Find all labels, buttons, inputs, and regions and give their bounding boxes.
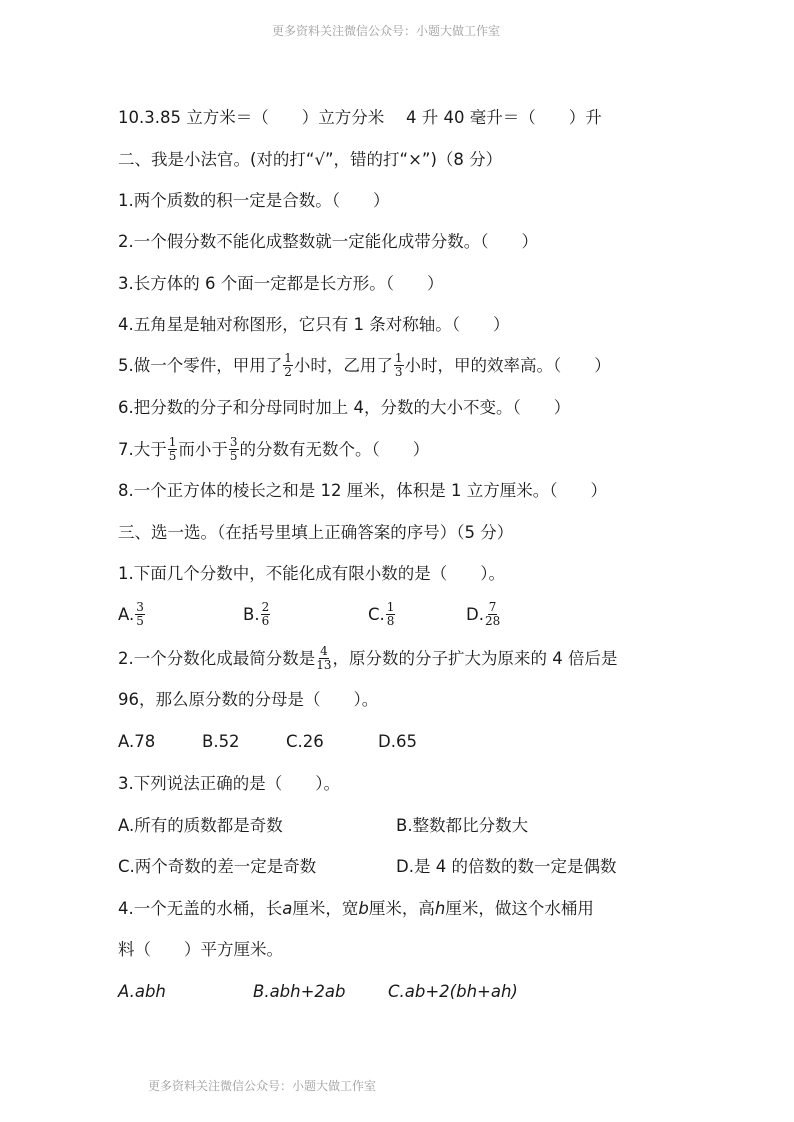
q1-option-d <box>466 601 501 628</box>
fraction-numerator: 1 <box>168 435 177 449</box>
variable-a: a <box>282 899 293 918</box>
section-3-question-4-line-2: 料（ ）平方厘米。 <box>118 940 283 959</box>
item-7-text-a: 7.大于 <box>118 439 167 459</box>
section-3-question-4 <box>118 897 594 921</box>
section-2-item-7 <box>118 436 429 463</box>
watermark-top: 更多资料关注微信公众号：小题大做工作室 <box>272 24 501 38</box>
fraction-numerator: 7 <box>488 600 497 614</box>
fraction-denominator: 13 <box>316 658 332 672</box>
fraction-numerator: 1 <box>386 600 395 614</box>
fraction-numerator: 2 <box>261 600 270 614</box>
q4-text-3: 厘米，高 <box>368 899 435 918</box>
option-label: D. <box>466 604 484 624</box>
q4-text-2: 厘米，宽 <box>292 899 359 918</box>
q3-options-row-1 <box>118 814 528 838</box>
q3-options-row-2 <box>118 855 616 879</box>
section-3-question-2-line-2: 96，那么原分数的分母是（ ）。 <box>118 690 379 709</box>
fraction-one-half <box>283 352 293 379</box>
section-3-question-2 <box>118 645 618 672</box>
item-7-text-c: 的分数有无数个。（ ） <box>239 439 430 459</box>
q4-option-b: B.abh+2ab <box>253 982 346 1001</box>
fraction-denominator: 3 <box>394 365 403 379</box>
q4-option-c: C.ab+2(bh+ah) <box>388 982 518 1001</box>
q2-text-a: 2.一个分数化成最简分数是 <box>118 648 316 668</box>
section-3-heading: 三、选一选。（在括号里填上正确答案的序号）（5 分） <box>118 523 514 542</box>
fraction-denominator: 6 <box>261 614 270 628</box>
section-3-question-1: 1.下面几个分数中，不能化成有限小数的是（ ）。 <box>118 564 505 583</box>
option-label: B. <box>243 604 260 624</box>
fraction-denominator: 2 <box>284 365 292 379</box>
item-5-text-b: 小时，乙用了 <box>293 355 393 375</box>
fraction-denominator: 5 <box>168 449 177 463</box>
fraction-numerator: 3 <box>229 435 238 449</box>
fraction-four-thirteenths <box>316 645 331 672</box>
q2-option-b: B.52 <box>202 732 240 751</box>
fraction-denominator: 8 <box>386 614 395 628</box>
section-2-item-2: 2.一个假分数不能化成整数就一定能化成带分数。（ ） <box>118 232 538 251</box>
q3-option-c: C.两个奇数的差一定是奇数 <box>118 857 317 876</box>
section-2-item-6: 6.把分数的分子和分母同时加上 4，分数的大小不变。（ ） <box>118 398 571 417</box>
item-5-text-c: 小时，甲的效率高。（ ） <box>404 355 611 375</box>
option-fraction <box>135 601 145 628</box>
q2-options <box>118 730 417 754</box>
fraction-one-third <box>394 352 404 379</box>
section-2-item-4: 4.五角星是轴对称图形，它只有 1 条对称轴。（ ） <box>118 315 510 334</box>
q1-option-c <box>368 601 466 628</box>
item-5-text-a: 5.做一个零件，甲用了 <box>118 355 283 375</box>
q1-options <box>118 601 501 628</box>
fraction-numerator: 4 <box>320 644 328 658</box>
variable-b: b <box>358 899 369 918</box>
fraction-one-fifth <box>168 436 178 463</box>
variable-h: h <box>434 899 446 918</box>
fraction-numerator: 3 <box>136 600 144 614</box>
option-fraction <box>386 601 396 628</box>
section-2-item-5 <box>118 352 611 379</box>
section-3-question-3: 3.下列说法正确的是（ ）。 <box>118 774 340 793</box>
q2-option-c: C.26 <box>286 732 324 751</box>
fraction-numerator: 1 <box>394 351 403 365</box>
option-label: C. <box>368 604 385 624</box>
option-label: A. <box>118 604 135 624</box>
q2-text-b: ，原分数的分子扩大为原来的 4 倍后是 <box>332 648 618 668</box>
fraction-denominator: 28 <box>484 614 501 628</box>
q4-text-4: 厘米，做这个水桶用 <box>445 899 594 918</box>
q1-option-b <box>243 601 368 628</box>
item-7-text-b: 而小于 <box>178 439 228 459</box>
option-fraction <box>261 601 271 628</box>
q4-option-a: A.abh <box>118 982 166 1001</box>
fraction-three-fifths <box>229 436 239 463</box>
section-2-item-3: 3.长方体的 6 个面一定都是长方形。（ ） <box>118 274 444 293</box>
fraction-denominator: 5 <box>229 449 238 463</box>
option-fraction <box>485 601 500 628</box>
fraction-denominator: 5 <box>136 614 144 628</box>
question-10: 10.3.85 立方米＝（ ）立方分米 4 升 40 毫升＝（ ）升 <box>118 108 602 127</box>
q4-text-1: 4.一个无盖的水桶，长 <box>118 899 283 918</box>
fraction-numerator: 1 <box>284 351 292 365</box>
q2-option-d: D.65 <box>378 732 417 751</box>
q3-option-a: A.所有的质数都是奇数 <box>118 816 283 835</box>
q3-option-d: D.是 4 的倍数的数一定是偶数 <box>396 857 617 876</box>
q3-option-b: B.整数都比分数大 <box>396 816 529 835</box>
q1-option-a <box>118 601 243 628</box>
section-2-item-1: 1.两个质数的积一定是合数。（ ） <box>118 191 390 210</box>
watermark-bottom: 更多资料关注微信公众号：小题大做工作室 <box>148 1079 377 1093</box>
section-2-item-8: 8.一个正方体的棱长之和是 12 厘米，体积是 1 立方厘米。（ ） <box>118 481 607 500</box>
q2-option-a: A.78 <box>118 732 156 751</box>
section-2-heading: 二、我是小法官。(对的打“√”，错的打“×”)（8 分） <box>118 150 503 169</box>
q4-options <box>118 980 518 1004</box>
